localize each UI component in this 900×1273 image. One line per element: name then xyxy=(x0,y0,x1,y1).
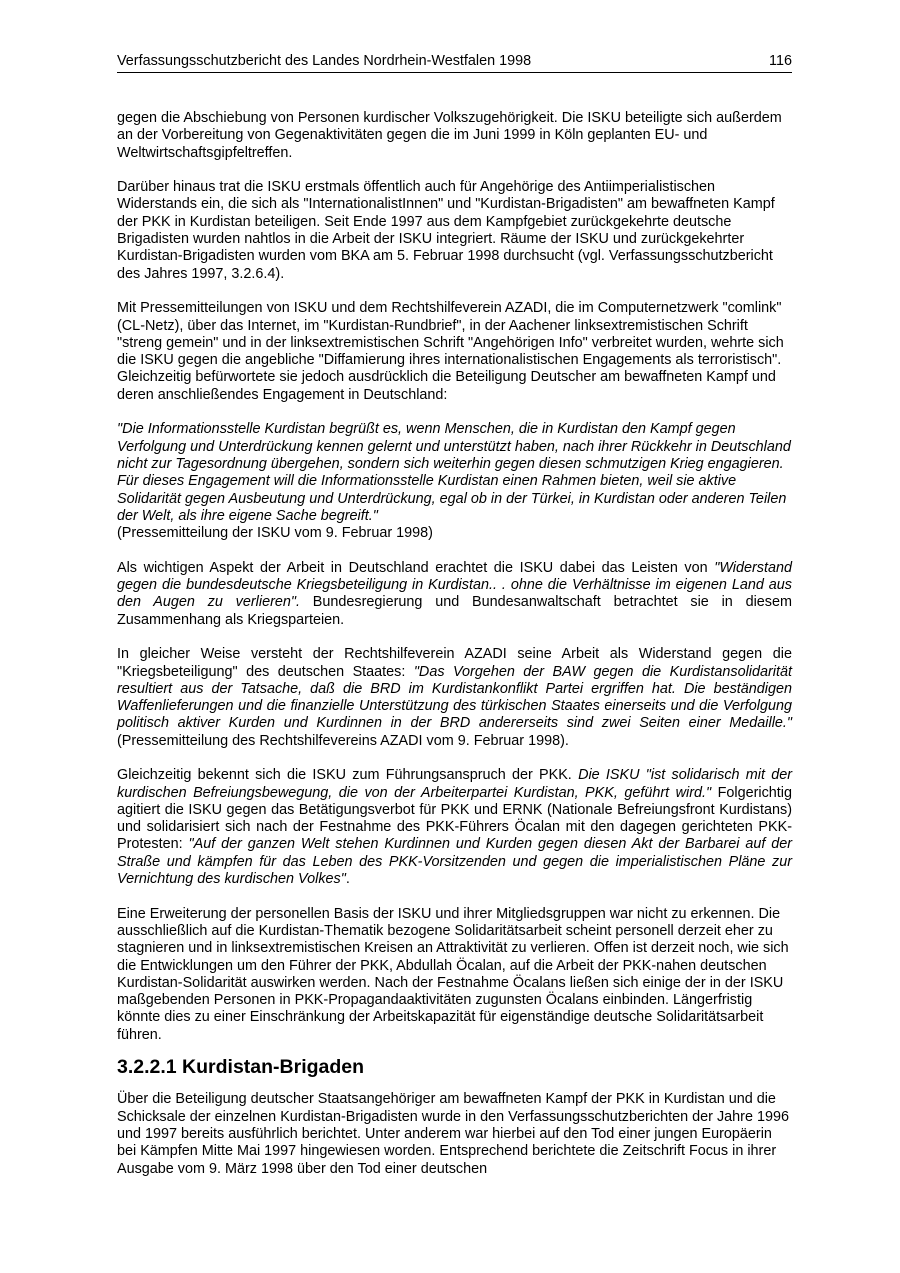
paragraph-7-text-a: Gleichzeitig bekennt sich die ISKU zum Führungsanspruch der PKK. xyxy=(117,767,579,784)
paragraph-2: Darüber hinaus trat die ISKU erstmals öffentlich auch für Angehörige des Antiimperialistischen Widerstands ein, die sich als "InternationalistInnen" und "Kurdistan-Brigadisten" am bewaffneten Kampf der PKK in Kurdistan beteiligen. Seit Ende 1997 aus dem Kampfgebiet zurückgekehrte deutsche Brigadisten wurden nahtlos in die Arbeit der ISKU integriert. Räume der ISKU und zurückgekehrter Kurdistan-Brigadisten wurden vom BKA am 5. Februar 1998 durchsucht (vgl. Verfassungsschutzbericht des Jahres 1997, 3.2.6.4). xyxy=(117,179,775,282)
paragraph-5-text-a: Als wichtigen Aspekt der Arbeit in Deutschland erachtet die ISKU dabei das Leisten von xyxy=(117,559,715,576)
paragraph-9: Über die Beteiligung deutscher Staatsangehöriger am bewaffneten Kampf der PKK in Kurdistan und die Schicksale der einzelnen Kurdistan-Brigadisten wurde in den Verfassungsschutzberichten der Jahre 1996 und 1997 bereits ausführlich berichtet. Unter anderem war hierbei auf den Tod einer jungen Europäerin bei Kämpfen Mitte Mai 1997 hingewiesen worden. Entsprechend berichtete die Zeitschrift Focus in ihrer Ausgabe vom 9. März 1998 über den Tod einer deutschen xyxy=(117,1091,789,1177)
paragraph-5-text-b: Bundesregierung und Bundesanwaltschaft betrachtet sie in diesem Zusammenhang als Kriegsparteien. xyxy=(117,594,792,628)
paragraph-8: Eine Erweiterung der personellen Basis der ISKU und ihrer Mitgliedsgruppen war nicht zu erkennen. Die ausschließlich auf die Kurdistan-Thematik bezogene Solidaritätsarbeit scheint personell derzeit eher zu stagnieren und in linksextremistischen Kreisen an Attraktivität zu verlieren. Offen ist derzeit noch, wie sich die Entwicklungen um den Führer der PKK, Abdullah Öcalan, auf die Arbeit der PKK-nahen deutschen Kurdistan-Solidarität auswirken werden. Nach der Festnahme Öcalans ließen sich einige der in der ISKU maßgebenden Personen in PKK-Propagandaaktivitäten zugunsten Öcalans einbinden. Längerfristig könnte dies zu einer Einschränkung der Arbeitskapazität für eigenständige deutsche Solidaritätsarbeit führen. xyxy=(117,905,789,1043)
paragraph-1: gegen die Abschiebung von Personen kurdischer Volkszugehörigkeit. Die ISKU beteiligte sich außerdem an der Vorbereitung von Gegenaktivitäten gegen die im Juni 1999 in Köln geplanten EU- und Weltwirtschaftsgipfeltreffen. xyxy=(117,110,782,161)
paragraph-7-quote-1: Die ISKU "ist solidarisch mit der kurdischen Befreiungsbewegung, die von der Arbeiterpartei Kurdistan, PKK, geführt wird." xyxy=(117,767,793,801)
paragraph-5-quote: "Widerstand gegen die bundesdeutsche Kriegsbeteiligung in Kurdistan.. . ohne die Verhältnisse im eigenen Land aus den Augen zu verlieren". xyxy=(117,559,792,611)
page-header xyxy=(117,52,792,73)
paragraph-5 xyxy=(117,560,792,629)
page-number: 116 xyxy=(769,53,792,69)
paragraph-6 xyxy=(117,646,792,750)
page-content xyxy=(117,110,792,1178)
paragraph-7-text-b: Folgerichtig agitiert die ISKU gegen das Betätigungsverbot für PKK und ERNK (Nationale Befreiungsfront Kurdistans) und solidarisiert sich nach der Festnahme des PKK-Führers Öcalan mit den dagegen gerichteten PKK-Protesten: xyxy=(117,784,792,853)
quote-block xyxy=(117,421,792,542)
paragraph-7-text-c: . xyxy=(345,871,350,888)
paragraph-6-text-a: In gleicher Weise versteht der Rechtshilfeverein AZADI seine Arbeit als Widerstand gegen die "Kriegsbeteiligung" des deutschen Staates: xyxy=(117,646,792,680)
paragraph-7-quote-2: "Auf der ganzen Welt stehen Kurdinnen und Kurden gegen diesen Akt der Barbarei auf der Straße und kämpfen für das Leben des PKK-Vorsitzenden und gegen die imperialistischen Pläne zur Vernichtung des kurdischen Volkes" xyxy=(117,836,793,888)
document-page xyxy=(117,52,792,1195)
quote-text: "Die Informationsstelle Kurdistan begrüßt es, wenn Menschen, die in Kurdistan den Kampf gegen Verfolgung und Unterdrückung kennen gelernt und unterstützt haben, nach ihrer Rückkehr in Deutschland nicht zur Tagesordnung übergehen, sondern sich weiterhin gegen diesen schmutzigen Krieg engagieren. Für dieses Engagement will die Informationsstelle Kurdistan einen Rahmen bieten, weil sie aktive Solidarität gegen Ausbeutung und Unterdrückung, egal ob in der Türkei, in Kurdistan oder anderen Teilen der Welt, als ihre eigene Sache begreift." xyxy=(117,421,791,524)
quote-source: (Pressemitteilung der ISKU vom 9. Februar 1998) xyxy=(117,525,433,542)
header-title: Verfassungsschutzbericht des Landes Nordrhein-Westfalen 1998 xyxy=(117,53,532,69)
paragraph-6-quote: "Das Vorgehen der BAW gegen die Kurdistansolidarität resultiert aus der Tatsache, daß die BRD im Kurdistankonflikt Partei ergriffen hat. Die beständigen Waffenlieferungen und die finanzielle Unterstützung des türkischen Staates einerseits und die Verfolgung politisch aktiver Kurden und Kurdinnen in der BRD andererseits sind zwei Seiten einer Medaille." xyxy=(117,663,792,732)
section-heading: 3.2.2.1 Kurdistan-Brigaden xyxy=(117,1056,365,1079)
paragraph-3: Mit Pressemitteilungen von ISKU und dem Rechtshilfeverein AZADI, die im Computernetzwerk "comlink" (CL-Netz), über das Internet, im "Kurdistan-Rundbrief", in der Aachener linksextremistischen Schrift "streng gemein" und in der linksextremistischen Schrift "Angehörigen Info" verbreitet wurden, wehrte sich die ISKU gegen die angebliche "Diffamierung ihres internationalistischen Engagements als terroristisch". Gleichzeitig befürwortete sie jedoch ausdrücklich die Beteiligung Deutscher am bewaffneten Kampf und deren anschließendes Engagement in Deutschland: xyxy=(117,300,784,403)
paragraph-7 xyxy=(117,767,792,888)
paragraph-6-text-b: (Pressemitteilung des Rechtshilfevereins AZADI vom 9. Februar 1998). xyxy=(117,732,569,749)
